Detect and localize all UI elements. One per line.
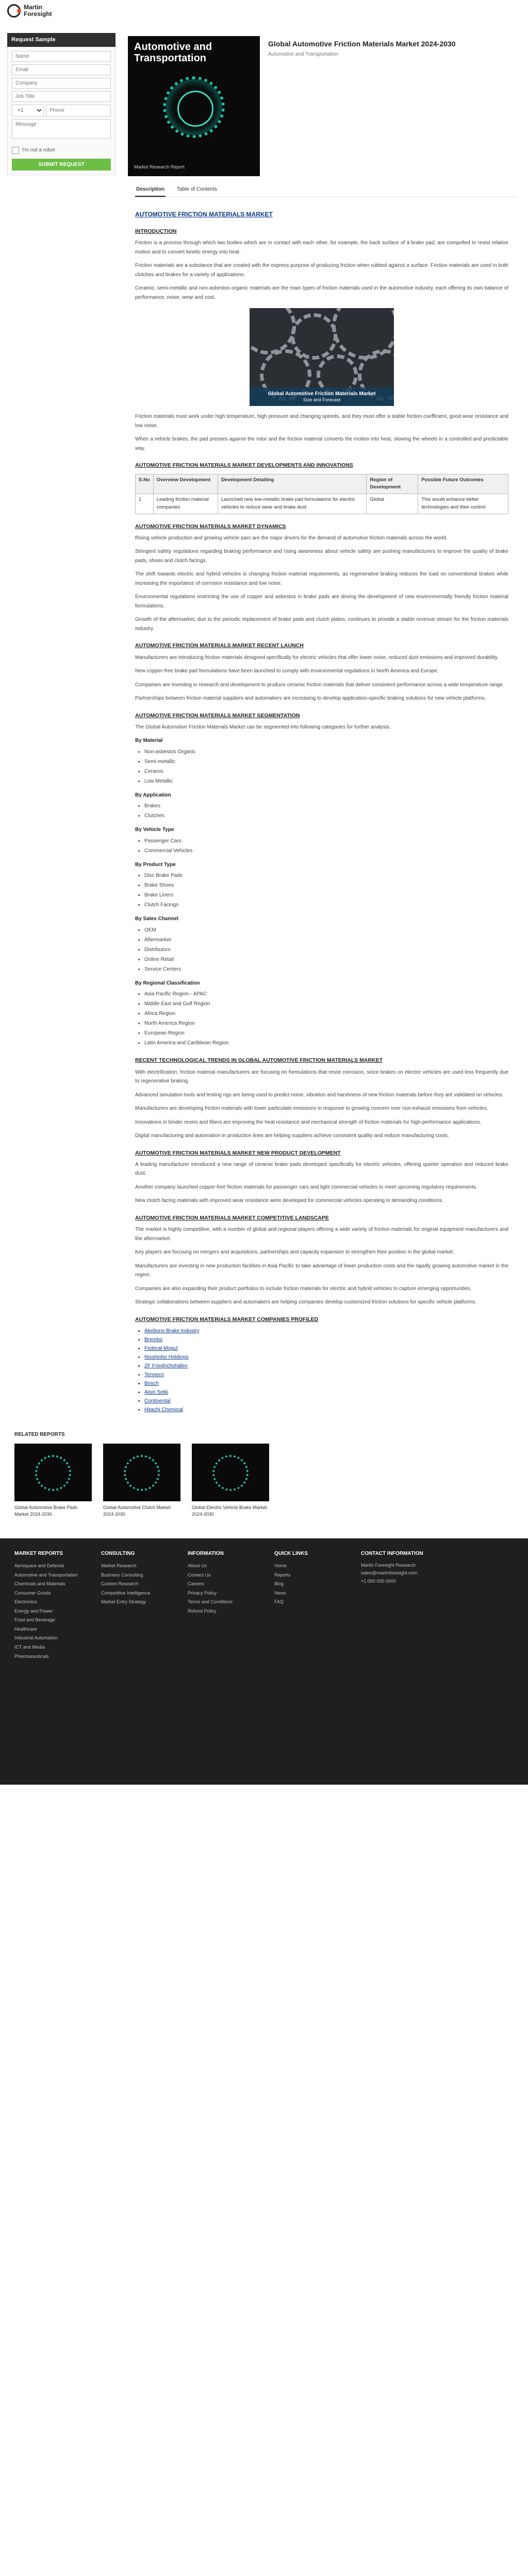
related-name: Global Automotive Clutch Market 2024-2030 <box>103 1505 171 1517</box>
footer-link[interactable]: Aerospace and Defense <box>14 1563 64 1569</box>
companies-list <box>144 1327 508 1414</box>
list-item: • Asia Pacific Region - APAC <box>144 989 508 999</box>
intro-section: Friction is a process through which two bodies which are in contact with each other, for example, the back surface of a brake pad, are compelled to resist relative motion and to convert kinetic energy into heat. Friction materials are a substance that are created with the express purpose of producing friction when rubbed against a surface. Friction materials are used in both clutches and brakes for a variety of applications. Ceramic, semi-metallic and non-asbestos organic materials are the main types of friction materials used in the automotive industry, each offering its own balance of performance, noise, wear and cost. <box>135 240 508 300</box>
footer-links <box>14 1562 94 1661</box>
recent-launch-section: Manufacturers are introducing friction materials designed specifically for electric vehicles that offer lower noise, reduced dust emissions and improved durability. New copper-free brake pad formulations have been launched to comply with environmental regulations in North America and Europe. Companies are investing in research and development to produce ceramic friction materials that deliver consistent performance across a wide temperature range. Partnerships between friction material suppliers and automakers are increasing to develop application-specific braking solutions for new vehicle platforms. <box>135 654 504 702</box>
job-title-input[interactable] <box>12 91 111 102</box>
related-card[interactable] <box>103 1444 180 1517</box>
segment-list <box>144 836 508 856</box>
list-item: • Disc Brake Pads <box>144 871 508 880</box>
segment-list <box>144 925 508 974</box>
company-link[interactable]: Hitachi Chemical <box>144 1406 184 1413</box>
top-bar <box>0 0 528 33</box>
footer-link[interactable]: Consumer Goods <box>14 1590 51 1596</box>
list-item: • Distributors <box>144 945 508 955</box>
list-item: • Latin America and Caribbean Region <box>144 1038 508 1048</box>
footer-link[interactable]: Careers <box>188 1581 205 1587</box>
footer-link[interactable]: Automotive and Transportation <box>14 1572 78 1578</box>
cover-title: Automotive and Transportation <box>134 41 212 64</box>
footer-link[interactable]: FAQ <box>274 1599 284 1605</box>
new-product-heading: AUTOMOTIVE FRICTION MATERIALS MARKET NEW PRODUCT DEVELOPMENT <box>135 1149 341 1156</box>
footer-heading: MARKET REPORTS <box>14 1550 63 1556</box>
footer-contact <box>361 1550 469 1662</box>
list-item: • Brakes <box>144 801 508 811</box>
segment-heading: By Vehicle Type <box>135 827 174 833</box>
company-link[interactable]: Tenneco <box>144 1371 164 1378</box>
report-tabs <box>135 183 516 197</box>
ring-graphic <box>212 1455 249 1491</box>
related-card[interactable] <box>192 1444 269 1517</box>
list-item: • European Region <box>144 1028 508 1038</box>
list-item: • Clutches <box>144 811 508 821</box>
footer-link[interactable]: Terms and Conditions <box>188 1599 233 1605</box>
country-code-select[interactable] <box>12 105 44 116</box>
list-item: • Semi-metallic <box>144 757 508 767</box>
report-title: Global Automotive Friction Materials Market 2024-2030 <box>268 40 456 48</box>
tab-description[interactable]: Description <box>135 183 166 197</box>
footer-link[interactable]: Custom Research <box>101 1581 139 1587</box>
competitive-section: The market is highly competitive, with a number of global and regional players offering a wide variety of friction materials for original equipment manufacturers and the aftermarket. Key players are focusing on mergers and acquisitions, partnerships and capacity expansion to strengthen their position in the global market. Manufacturers are investing in new production facilities in Asia Pacific to take advantage of lower production costs and the rapidly growing automotive market in the region. Companies are also expanding their product portfolios to include friction materials for electric and hybrid vehicles to capture emerging opportunities. Strategic collaborations between suppliers and automakers are helping companies develop customized friction solutions for specific vehicle platforms. <box>135 1227 508 1306</box>
cover-footer: Market Research Report <box>134 164 185 170</box>
related-cover <box>103 1444 180 1501</box>
footer-link[interactable]: Refund Policy <box>188 1608 217 1614</box>
segment-heading: By Product Type <box>135 861 176 868</box>
list-item: • Aftermarket <box>144 935 508 945</box>
list-item: • Commercial Vehicles <box>144 846 508 856</box>
list-item: • Middle East and Gulf Region <box>144 999 508 1009</box>
name-input[interactable] <box>12 51 111 62</box>
companies-heading: AUTOMOTIVE FRICTION MATERIALS MARKET COMPANIES PROFILED <box>135 1316 319 1323</box>
list-item: • Africa Region <box>144 1009 508 1019</box>
related-cover <box>14 1444 92 1501</box>
developments-heading: AUTOMOTIVE FRICTION MATERIALS MARKET DEVELOPMENTS AND INNOVATIONS <box>135 462 353 469</box>
list-item: • Passenger Cars <box>144 836 508 846</box>
submit-button[interactable]: SUBMIT REQUEST <box>12 159 111 171</box>
footer-link[interactable]: Privacy Policy <box>188 1590 217 1596</box>
company-item <box>144 1327 508 1335</box>
cover-ring-graphic <box>163 76 225 138</box>
footer-column <box>14 1550 94 1662</box>
company-link[interactable]: Nisshinbo Holdings <box>144 1354 189 1360</box>
segment-list <box>144 989 508 1048</box>
footer-heading: INFORMATION <box>188 1550 224 1556</box>
report-category: Automotive and Transportation <box>268 52 339 58</box>
captcha <box>12 146 111 155</box>
footer-link[interactable]: Energy and Power <box>14 1608 53 1614</box>
footer-link[interactable]: Reports <box>274 1572 291 1578</box>
recent-launch-heading: AUTOMOTIVE FRICTION MATERIALS MARKET RECENT LAUNCH <box>135 642 304 649</box>
company-item <box>144 1405 508 1414</box>
footer-bottom <box>14 1661 514 1780</box>
email-input[interactable] <box>12 64 111 75</box>
footer-heading: CONSULTING <box>101 1550 135 1556</box>
segmentation-heading: AUTOMOTIVE FRICTION MATERIALS MARKET SEGMENTATION <box>135 712 300 719</box>
segmentation-intro: The Global Automotive Friction Materials Market can be segmented into following categories for further analysis. <box>135 724 391 730</box>
company-input[interactable] <box>12 78 111 89</box>
figure-caption: Global Automotive Friction Materials Market Size and Forecast <box>250 387 394 406</box>
intro-heading: INTRODUCTION <box>135 228 177 235</box>
list-item: • Ceramic <box>144 767 508 776</box>
company-link[interactable]: ZF Friedrichshafen <box>144 1363 188 1369</box>
sidebar <box>7 33 121 1419</box>
article-title: AUTOMOTIVE FRICTION MATERIALS MARKET <box>135 210 273 218</box>
footer-link[interactable]: Competitive Intelligence <box>101 1590 151 1596</box>
company-link[interactable]: Aisin Seiki <box>144 1389 169 1395</box>
article: AUTOMOTIVE FRICTION MATERIALS MARKET INTRODUCTION Friction is a process through which two bodies which are in contact with each other, for example, the back surface of a brake pad, are compelled to resist relative motion and to convert kinetic energy into heat. Friction materials are a substance that are created with the express purpose of producing friction when rubbed against a surface. Friction materials are used in both clutches and brakes for a variety of applications. Ceramic, semi-metallic and non-asbestos organic materials are the main types of friction materials used in the automotive industry, each offering its own balance of performance, noise, wear and cost. Global Automotive Friction Materials Market Size and Forecast Friction materials must work under high temperature, high pressure and changing speeds, and they must offer a stable friction coefficient, good wear resistance and low noise. When a vehicle brakes, the pad presses against the rotor and the friction material converts the motion into heat, slowing the wheels in a controlled and predictable way. AUTOMOTIVE FRICTION MATERIALS MARKET DEVELOPMENTS AND INNOVATIONS S.No Overview Development Development Detailing Region of Development Possible Future Outcomes 1 Leading friction material companies Launched new low-metallic brake pad formulations for electric vehicles to reduce wear and brake dust Global This would enhance better technologies and their control AUTOMOTIVE FRICTION MATERIALS MARKET DYNAMICS Rising vehicle production and growing vehicle parc are the major drivers for the demand of automotive friction materials across the world. Stringent safety regulations regarding braking performance and rising awareness about vehicle safety are pushing manufacturers to improve the quality of brake pads, shoes and clutch facings. The shift towards electric and hybrid vehicles is changing friction material requirements, as regenerative braking reduces the load on conventional brakes while increasing the importance of corrosion resistance and low noise. Environmental regulations restricting the use of copper and asbestos in brake pads are driving the development of new environmentally friendly friction material formulations. Growth of the aftermarket, due to the periodic replacement of brake pads and clutch plates, continues to provide a stable revenue stream for the friction materials industry. AUTOMOTIVE FRICTION MATERIALS MARKET RECENT LAUNCH Manufacturers are introducing friction materials designed specifically for electric vehicles that offer lower noise, reduced dust emissions and improved durability. New copper-free brake pad formulations have been launched to comply with environmental regulations in North America and Europe. Companies are investing in research and development to produce ceramic friction materials that deliver consistent performance across a wide temperature range. Partnerships between friction material suppliers and automakers are increasing to develop application-specific braking solutions for new vehicle platforms. AUTOMOTIVE FRICTION MATERIALS MARKET SEGMENTATION The Global Automotive Friction Materials Market can be segmented into following categories for further analysis. By Material • Non-asbestos Organic • Semi-metallic • Ceramic • Low Metallic By Application • Brakes • Clutches By Vehicle Type • Passenger Cars • Commercial Vehicles By Product Type • Disc Brake Pads • Brake Shoes • Brake Liners • Clutch Facings By Sales Channel • OEM • Aftermarket • Distributors • Online Retail • Service Centers By Regional Classification • Asia Pacific Region - APAC • Middle East and Gulf Region • Africa Region • North America Region • European Region • Latin America and Caribbean Region RECENT TECHNOLOGICAL TRENDS IN GLOBAL AUTOMOTIVE FRICTION MATERIALS MARKET With electrification, friction material manufacturers are focusing on formulations that resist corrosion, since brakes on electric vehicles are used less frequently due to regenerative braking. Advanced simulation tools and testing rigs are being used to predict noise, vibration and harshness of new friction materials before they are validated on vehicles. Manufacturers are developing friction materials with lower particulate emissions in response to growing concern over non-exhaust emissions from vehicles. Innovations in binder resins and fibers are improving the heat resistance and mechanical strength of friction materials for high-performance applications. Digital manufacturing and automation in production lines are helping suppliers achieve consistent quality and reduce manufacturing costs. AUTOMOTIVE FRICTION MATERIALS MARKET NEW PRODUCT DEVELOPMENT A leading manufacturer introduced a new range of ceramic brake pads developed specifically for electric vehicles, offering quieter operation and reduced brake dust. Another company launched copper-free friction materials for passenger cars and light commercial vehicles to meet upcoming regulatory requirements. New clutch facing materials with improved wear resistance were developed for commercial vehicles operating in demanding conditions. AUTOMOTIVE FRICTION MATERIALS MARKET COMPETITIVE LANDSCAPE The market is highly competitive, with a number of global and regional players offering a wide variety of friction materials for original equipment manufacturers and the aftermarket. Key players are focusing on mergers and acquisitions, partnerships and capacity expansion to strengthen their position in the global market. Manufacturers are investing in new production facilities in Asia Pacific to take advantage of lower production costs and the rapidly growing automotive market in the region. Companies are also expanding their product portfolios to include friction materials for electric and hybrid vehicles to capture emerging opportunities. Strategic collaborations between suppliers and automakers are helping companies develop customized friction solutions for specific vehicle platforms. AUTOMOTIVE FRICTION MATERIALS MARKET COMPANIES PROFILED • Akebono Brake Industry • Brembo • Federal-Mogul • Nisshinbo Holdings • ZF Friedrichshafen • Tenneco • Bosch • Aisin Seiki • Continental • Hitachi Chemical <box>128 197 516 1414</box>
report-cover <box>128 36 260 176</box>
company-item <box>144 1344 508 1353</box>
content <box>121 33 516 1419</box>
footer-link[interactable]: Industrial Automation <box>14 1635 58 1641</box>
company-item <box>144 1362 508 1370</box>
list-item: • Low Metallic <box>144 776 508 786</box>
related-name: Global Electric Vehicle Brake Market 2024-2030 <box>192 1505 267 1517</box>
footer-column <box>101 1550 180 1662</box>
dynamics-heading: AUTOMOTIVE FRICTION MATERIALS MARKET DYNAMICS <box>135 523 286 530</box>
list-item: • North America Region <box>144 1019 508 1028</box>
segment-list <box>144 871 508 910</box>
hero <box>128 33 516 176</box>
footer-link[interactable]: Blog <box>274 1581 284 1587</box>
message-input[interactable] <box>12 119 111 139</box>
list-item: • Clutch Facings <box>144 900 508 910</box>
segment-heading: By Material <box>135 738 163 744</box>
footer-links <box>274 1562 354 1607</box>
footer-link[interactable]: Pharmaceuticals <box>14 1653 49 1659</box>
company-link[interactable]: Federal-Mogul <box>144 1345 178 1351</box>
segment-heading: By Application <box>135 792 171 798</box>
developments-table <box>135 474 508 514</box>
related-reports <box>0 1419 528 1523</box>
footer-links <box>101 1562 180 1607</box>
list-item: • OEM <box>144 925 508 935</box>
company-item <box>144 1379 508 1388</box>
ring-graphic <box>35 1455 71 1491</box>
request-form <box>7 47 116 175</box>
footer-columns <box>14 1550 514 1662</box>
list-item: • Service Centers <box>144 964 508 974</box>
list-item: • Brake Shoes <box>144 880 508 890</box>
related-name: Global Automotive Brake Pads Market 2024-2030 <box>14 1505 78 1517</box>
contact-line: Martin Foresight Research <box>361 1563 416 1568</box>
tech-trends-heading: RECENT TECHNOLOGICAL TRENDS IN GLOBAL AUTOMOTIVE FRICTION MATERIALS MARKET <box>135 1057 383 1064</box>
company-link[interactable]: Akebono Brake Industry <box>144 1328 200 1334</box>
company-item <box>144 1370 508 1379</box>
footer <box>0 1538 528 1785</box>
footer-link[interactable]: Chemicals and Materials <box>14 1581 65 1587</box>
footer-link[interactable]: Healthcare <box>14 1626 37 1632</box>
segmentation-list <box>135 737 508 1048</box>
segment-list <box>144 801 508 821</box>
logo-text: Martin Foresight <box>24 4 52 18</box>
footer-heading: QUICK LINKS <box>274 1550 308 1556</box>
segment-heading: By Sales Channel <box>135 916 178 922</box>
list-item: • Online Retail <box>144 955 508 964</box>
phone-row <box>12 105 111 119</box>
segment-list <box>144 747 508 786</box>
footer-link[interactable]: About Us <box>188 1563 207 1569</box>
footer-link[interactable]: Market Entry Strategy <box>101 1599 146 1605</box>
dynamics-section: Rising vehicle production and growing vehicle parc are the major drivers for the demand of automotive friction materials across the world. Stringent safety regulations regarding braking performance and rising awareness about vehicle safety are pushing manufacturers to improve the quality of brake pads, shoes and clutch facings. The shift towards electric and hybrid vehicles is changing friction material requirements, as regenerative braking reduces the load on conventional brakes while increasing the importance of corrosion resistance and low noise. Environmental regulations restricting the use of copper and asbestos in brake pads are driving the development of new environmentally friendly friction material formulations. Growth of the aftermarket, due to the periodic replacement of brake pads and clutch plates, continues to provide a stable revenue stream for the friction materials industry. <box>135 535 508 632</box>
footer-link[interactable]: Contact Us <box>188 1572 211 1578</box>
company-item <box>144 1388 508 1397</box>
captcha-checkbox[interactable] <box>12 147 19 154</box>
list-item: • Brake Liners <box>144 890 508 900</box>
related-card[interactable] <box>14 1444 92 1517</box>
gear-icon <box>250 308 296 354</box>
footer-links <box>188 1562 267 1616</box>
request-form-title: Request Sample <box>7 33 116 47</box>
footer-link[interactable]: Business Consulting <box>101 1572 143 1578</box>
footer-link[interactable]: Electronics <box>14 1599 38 1605</box>
table-row: 1 Leading friction material companies Launched new low-metallic brake pad formulations for electric vehicles to reduce wear and brake dust Global This would enhance better technologies and their control <box>136 494 508 514</box>
related-title: RELATED REPORTS <box>14 1431 65 1437</box>
market-figure <box>250 308 394 406</box>
segment-heading: By Regional Classification <box>135 980 200 986</box>
contact-line: +1 000 000 0000 <box>361 1578 396 1584</box>
logo[interactable] <box>7 4 52 18</box>
logo-icon <box>7 4 21 18</box>
ring-graphic <box>124 1455 160 1491</box>
company-item <box>144 1397 508 1405</box>
footer-heading: CONTACT INFORMATION <box>361 1550 423 1556</box>
company-link[interactable]: Brembo <box>144 1336 163 1343</box>
company-link[interactable]: Bosch <box>144 1380 159 1386</box>
table-header-row: S.No Overview Development Development Detailing Region of Development Possible Future Outcomes <box>136 474 508 494</box>
footer-link[interactable]: Market Research <box>101 1563 137 1569</box>
company-item <box>144 1353 508 1362</box>
hero-info <box>268 36 516 176</box>
new-product-section: A leading manufacturer introduced a new range of ceramic brake pads developed specifically for electric vehicles, offering quieter operation and reduced brake dust. Another company launched copper-free friction materials for passenger cars and light commercial vehicles to meet upcoming regulatory requirements. New clutch facing materials with improved wear resistance were developed for commercial vehicles operating in demanding conditions. <box>135 1161 508 1204</box>
footer-column <box>188 1550 267 1662</box>
main-area <box>0 33 528 1419</box>
footer-link[interactable]: Food and Beverage <box>14 1617 56 1623</box>
tech-trends-section: With electrification, friction material manufacturers are focusing on formulations that resist corrosion, since brakes on electric vehicles are used less frequently due to regenerative braking. Advanced simulation tools and testing rigs are being used to predict noise, vibration and harshness of new friction materials before they are validated on vehicles. Manufacturers are developing friction materials with lower particulate emissions in response to growing concern over non-exhaust emissions from vehicles. Innovations in binder resins and fibers are improving the heat resistance and mechanical strength of friction materials for high-performance applications. Digital manufacturing and automation in production lines are helping suppliers achieve consistent quality and reduce manufacturing costs. <box>135 1069 508 1139</box>
tab-table-of-contents[interactable]: Table of Contents <box>177 187 217 192</box>
company-item <box>144 1335 508 1344</box>
list-item: • Non-asbestos Organic <box>144 747 508 757</box>
footer-link[interactable]: ICT and Media <box>14 1644 45 1650</box>
contact-line: sales@martinforesight.com <box>361 1570 418 1576</box>
footer-link[interactable]: News <box>274 1590 286 1596</box>
related-list <box>14 1444 521 1517</box>
footer-column <box>274 1550 354 1662</box>
company-link[interactable]: Continental <box>144 1398 171 1404</box>
footer-link[interactable]: Home <box>274 1563 287 1569</box>
related-cover <box>192 1444 269 1501</box>
competitive-heading: AUTOMOTIVE FRICTION MATERIALS MARKET COMPETITIVE LANDSCAPE <box>135 1214 329 1221</box>
captcha-label: I'm not a robot <box>22 147 55 154</box>
phone-input[interactable] <box>46 105 111 116</box>
